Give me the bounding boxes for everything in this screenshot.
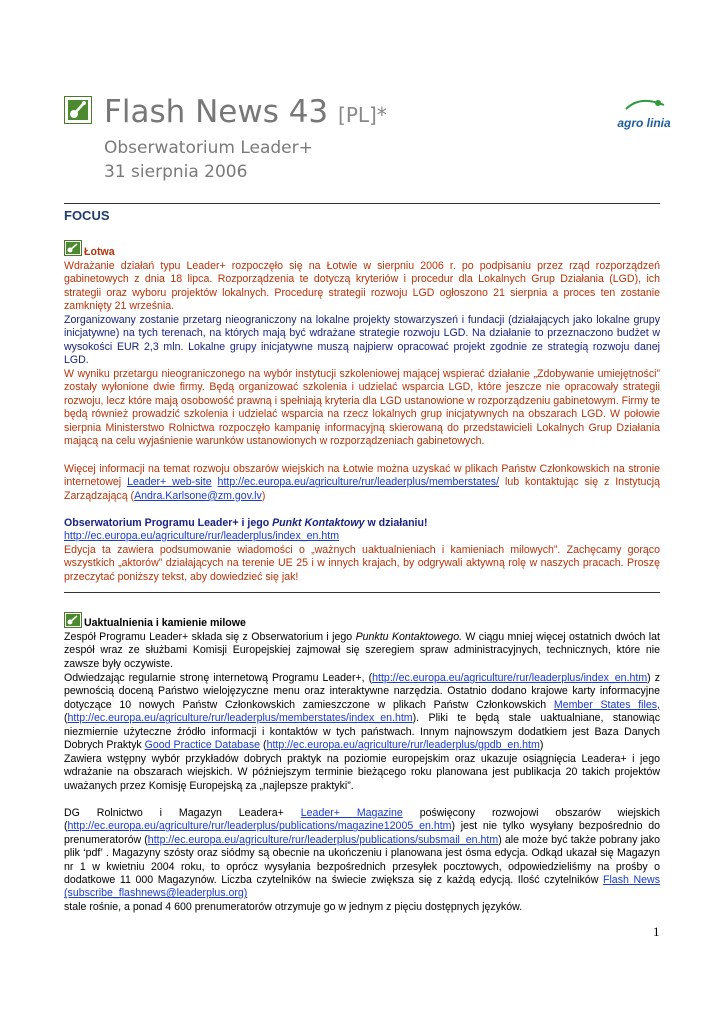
latvia-paragraph-1: Wdrażanie działań typu Leader+ rozpoczęło się na Łotwie w sierpniu 2006 r. po podpisaniu przez rząd rozporządzeń gabinetowych z dnia 18 lipca. Rozporządzenia te dotyczą kryteriów i procedur dla Lokalnych Grup Działania (LGD), ich strategii oraz wyboru projektów lokalnych. Procedurę strategii rozwoju LGD ogłoszono 21 sierpnia a proces ten zostanie zamknięty 21 września. (64, 260, 660, 313)
page-title (104, 94, 387, 130)
observatory-heading-a: Obserwatorium Programu Leader+ i jego (64, 517, 273, 529)
leader-website-link[interactable]: Leader+ web-site (127, 476, 212, 489)
subtitle: Obserwatorium Leader+ (104, 138, 313, 158)
top-divider (64, 203, 660, 204)
latvia-p4-text-a: Więcej informacji na temat rozwoju obszarów wiejskich na Łotwie można uzyskać w plikach Państw Członkowskich na stronie internetowej (64, 463, 660, 489)
memberstates-link[interactable]: http://ec.europa.eu/agriculture/rur/leaderplus/memberstates/ (217, 476, 500, 489)
leader-logo-icon (64, 96, 92, 124)
updates-p2-d: ). Pliki te będą stale uaktualniane, stanowiąc niezmiernie użyteczne źródło informacji i kontaktów w tych państwach. Innym najnowszym dodatkiem jest Baza Danych Dobrych Praktyk (64, 712, 660, 752)
updates-p2-c: ( (64, 712, 68, 725)
observatory-link[interactable]: http://ec.europa.eu/agriculture/rur/leaderplus/index_en.htm (64, 530, 340, 542)
leader-magazine-link[interactable]: Leader+ Magazine (300, 807, 403, 819)
flash-news-subscribe-link[interactable]: Flash News (subscribe_flashnews@leaderplus.org) (64, 874, 660, 900)
section-focus: FOCUS (64, 208, 110, 223)
title-suffix: [PL]* (338, 103, 387, 127)
updates-p4-b: poświęcony rozwojowi obszarów wiejskich ( (64, 807, 660, 833)
latvia-p4-text-b: lub kontaktując się z Instytucją Zarządzającą (64, 476, 660, 502)
updates-paragraph-4 (64, 807, 660, 914)
magazine-pdf-link[interactable]: http://ec.europa.eu/agriculture/rur/leaderplus/publications/magazine12005_en.htm (67, 820, 452, 833)
updates-p2-f: ) (539, 739, 544, 752)
agrolinia-logo (617, 97, 671, 133)
updates-paragraph-2 (64, 672, 660, 752)
updates-p2-a: Odwiedzając regularnie stronę internetową Programu Leader+, ( (64, 672, 373, 684)
observatory-text: Edycja ta zawiera podsumowanie wiadomości o „ważnych uaktualnieniach i kamieniach milowych”. Zachęcamy gorąco wszystkich „aktorów” działających na terenie UE 25 i w innych krajach, by odgrywali aktywną rolę w naszych pracach. Proszę przeczytać poniższy tekst, aby dowiedzieć się jak! (64, 544, 660, 583)
header (64, 94, 671, 196)
observatory-heading-em: Punkt Kontaktowy (272, 517, 365, 529)
updates-paragraph-3: Zawiera wstępny wybór przykładów dobrych praktyk na poziomie europejskim oraz ukazuje osiągnięcia Leadera+ i jego wdrażanie na obszarach wiejskich. W późniejszym terminie bieżącego roku planowana jest publikacja 20 takich projektów uważanych przez Komisję Europejską za „najlepsze praktyki”. (64, 753, 660, 792)
contact-email-link[interactable]: Andra.Karlsone@zm.gov.lv (134, 489, 262, 502)
good-practice-database-link[interactable]: Good Practice Database (144, 739, 261, 752)
updates-heading: Uaktualnienia i kamienie milowe (84, 617, 246, 629)
updates-p4-a: DG Rolnictwo i Magazyn Leadera+ (64, 807, 301, 819)
page-number: 1 (653, 924, 660, 939)
leader-small-icon (64, 240, 82, 256)
gpdb-link[interactable]: http://ec.europa.eu/agriculture/rur/leaderplus/gpdb_en.htm (266, 739, 540, 752)
latvia-heading: Łotwa (84, 246, 115, 258)
observatory-link-row (64, 530, 660, 543)
updates-p2-b: ) z pewnością doceną Państwo wielojęzyczne menu oraz interaktywne narzędzia. Ostatnio dodano krajowe karty informacyjne dotyczące 10 nowych Państw Członkowskich zamieszczone w plikach Państw Członkowskich (64, 672, 660, 711)
agrolinia-logo-text: agro linia (617, 116, 671, 130)
updates-p2-e: ( (260, 739, 267, 752)
title-text: Flash News 43 (104, 94, 329, 130)
latvia-paragraph-3: W wyniku przetargu nieograniczonego na wybór instytucji szkoleniowej mającej wspierać działanie „Zdobywanie umiejętności” zostały wyłonione dwie firmy. Będą organizować szkolenia i udzielać wsparcia LGD, które jeszcze nie opracowały strategii rozwoju, lecz które mają osobowość prawną i spełniają kryteria dla LGD ustanowione w rozporządzeniu gabinetowym. Firmy te będą również prowadzić szkolenia i udzielać wsparcia na rzecz lokalnych grup inicjatywnych na obszarach LGD. W połowie sierpnia Ministerstwo Rolnictwa rozpoczęło kampanię informacyjną skierowaną do przedstawicieli Lokalnych Grup Działania mającą na celu wyjaśnienie warunków ustanowionych w rozporządzeniach gabinetowych. (64, 368, 660, 448)
latvia-paragraph-4: Więcej informacji na temat rozwoju obszarów wiejskich na Łotwie można uzyskać w plikach Państw Członkowskich na stronie internetowej Leader+ web-site http://ec.europa.eu/agriculture/rur/leaderplus/memberstates/ lub kontaktując się z Instytucją Zarządzającą (Andra.Karlsone@zm.gov.lv) (64, 463, 660, 502)
latvia-paragraph-2: Zorganizowany zostanie przetarg nieograniczony na lokalne projekty stowarzyszeń i fundacji (działających jako lokalne grupy inicjatywne) na tych terenach, na których mają być wdrażane strategie rozwoju LGD. Na działanie to przeznaczono budżet w wysokości EUR 2,3 mln. Lokalne grupy inicjatywne muszą najpierw opracować projekt zgodnie ze strategią rozwoju danej LGD. (64, 314, 660, 367)
middle-divider (64, 592, 660, 593)
updates-p4-e: stale rośnie, a ponad 4 600 prenumeratorów otrzymuje go w jednym z pięciu dostępnych języków. (64, 900, 523, 913)
observatory-heading-b: w działaniu! (364, 517, 428, 529)
leaderplus-index-link[interactable]: http://ec.europa.eu/agriculture/rur/leaderplus/index_en.htm (372, 672, 648, 684)
member-states-files-link[interactable]: Member States files, (553, 698, 660, 711)
issue-date: 31 sierpnia 2006 (104, 162, 248, 182)
memberstates-index-link[interactable]: http://ec.europa.eu/agriculture/rur/leaderplus/memberstates/index_en.htm (67, 712, 413, 725)
subsmail-link[interactable]: http://ec.europa.eu/agriculture/rur/leaderplus/publications/subsmail_en.htm (147, 833, 499, 846)
updates-p4-c: ) jest nie tylko wysyłany bezpośrednio do prenumeratorów ( (64, 820, 660, 846)
updates-p1-b: W ciągu mniej więcej ostatnich dwóch lat zespół wraz ze służbami Komisji Europejskiej zajmował się szeregiem spraw administracyjnych, technicznych, które nie zawsze były oczywiste. (64, 631, 660, 670)
observatory-heading (64, 517, 660, 530)
updates-p1-a: Zespół Programu Leader+ składa się z Obserwatorium i jego (64, 631, 356, 643)
updates-p1-em: Punktu Kontaktowego. (355, 631, 463, 643)
leader-small-icon-2 (64, 612, 82, 628)
updates-p4-d: ) ale może być także pobrany jako plik ‘pdf’ . Magazyny szósty oraz siódmy są obecnie na ukończeniu i planowana jest ósma edycja. Odkąd ukazał się Magazyn nr 1 w kwietniu 2004 roku, to oprócz wysyłania bezpośrednich przesyłek pocztowych, odpowiedzieliśmy na prośby o dodatkowe 11 000 Magazynów. Liczba czytelników na świecie zwiększa się z każdą edycją. Ilość czytelników (64, 833, 660, 887)
updates-paragraph-1 (64, 631, 660, 671)
